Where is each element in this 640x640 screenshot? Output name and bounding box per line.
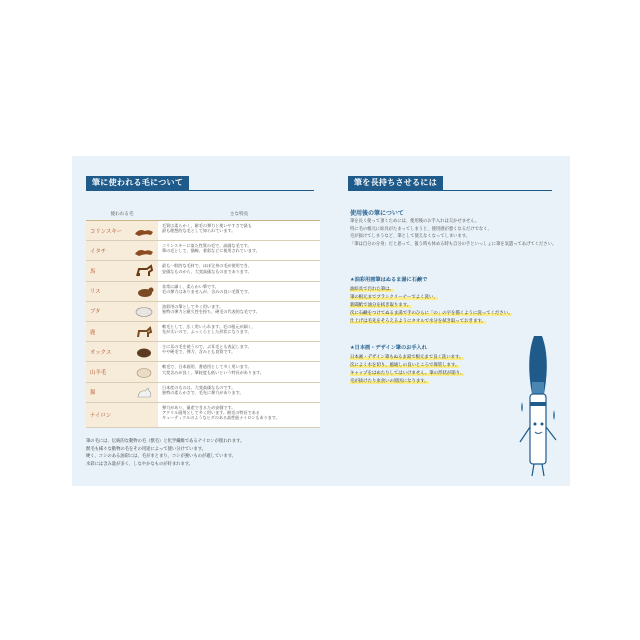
oil-line: 次に石鹸をつけてぬるま湯で手のひらに「の」の字を描くように洗ってください。 [350,311,513,316]
care-paragraph [350,218,556,248]
oil-line: 新聞紙で油分を拭き取ります。 [350,303,412,308]
description-line: 最も一般的な毛材で、ほぼ全身の毛が使用でき、 [162,263,252,269]
care-subtitle: 使用後の筆について [350,210,404,217]
weasel-icon [130,241,158,260]
table-row [86,322,320,342]
hair-name: 馬 [86,261,130,280]
para-line: 特に毛の根元に絵具がたまってしまうと、使用感が悪くなるだけでなく、 [350,226,492,232]
description-line: やや硬毛で、弾力、含みとも良質です。 [162,349,236,355]
deer-icon [130,322,158,341]
hair-name: コリンスキー [86,221,130,240]
squirrel-icon [130,282,158,301]
description-line: アクリル画用として多く用います。耐毛の特長である [162,409,260,415]
hair-name: 猫 [86,383,130,402]
oil-care-steps [350,286,512,326]
description-line: 毛質は柔らかく、耐毛の弾力と使いやすさで最も [162,223,252,228]
description-line: 主に耳の毛を使うので、ぶ耳毛とも表記します。 [162,344,252,350]
jp-care-steps [350,354,464,386]
hair-name: ナイロン [86,403,130,427]
hair-description [158,322,320,341]
hair-name: リス [86,282,130,301]
hair-description [158,362,320,381]
para-line: 筆を長く使って頂くためには、使用後のお手入れは欠かせません。 [350,219,480,224]
description-line: 安価なものから、大変高価なものまであります。 [162,268,252,274]
header-features: 主な特長 [229,212,249,217]
table-row [86,342,320,362]
para-line: 毛が抜けてしまうなど、筆として使えなくなってしまいます。 [350,234,470,240]
section-rule [86,190,314,191]
hair-description [158,221,320,240]
description-line: 弾力があり、量産できるため安価です。 [162,404,236,410]
oil-line: 油絵具で汚れた筆は、 [350,287,394,292]
hair-description [158,383,320,402]
description-line: キューティクルのようなヒダのある高性能ナイロンもあります。 [162,415,280,421]
description-line: 大変含みが良く、筆耗度も低いという特長があります。 [162,369,264,375]
brush-mascot-icon [514,332,564,482]
table-row [86,221,320,241]
description-line: 先が太いので、ふっくらとした形状になります。 [162,329,252,335]
description-line: 毛の弾力はありませんが、含みの良い毛質です。 [162,288,252,294]
hair-description [158,302,320,321]
pig-icon [130,302,158,321]
hair-description [158,403,320,427]
hair-name: 山羊毛 [86,362,130,381]
description-line: 軟毛で、日本画用、書道用として多く用います。 [162,364,252,370]
oil-care-title: ★油彩用画筆はぬるま湯に石鹸で [350,277,428,283]
description-line: 最も理想的な毛として知られています。 [162,228,236,234]
table-row [86,261,320,281]
jp-line: 次によく水を切り、風通しの良いところで保管します。 [350,363,460,368]
horse-icon [130,261,158,280]
hair-description [158,342,320,361]
note-line: 獣毛も様々な動物の毛をその用途によって使い分けています。 [86,446,206,452]
hair-name: 鹿 [86,322,130,341]
description-line: 独特の柔らかさで、毛先に弾力があります。 [162,389,244,395]
table-row [86,241,320,261]
description-line: 日本産のものは、大変高価なものです。 [162,384,236,390]
section-title-care: 筆を長持ちさせるには [348,176,443,190]
table-row [86,403,320,428]
hair-name: オックス [86,342,130,361]
header-hair: 使われる毛 [110,212,134,217]
goat-icon [130,362,158,381]
hair-description [158,261,320,280]
note-line: 水彩には含み量が多く、しなやかなものが好まれます。 [86,461,193,467]
jp-line: 日本画・デザイン筆もぬるま湯で根元まで良く洗います。 [350,355,464,360]
description-line: 非常に細く、柔らかい筆です。 [162,283,219,289]
table-row [86,362,320,382]
oil-line: 仕上げは毛先をそろえるようにタオルで水分を拭き取っておきます。 [350,319,486,324]
jp-care-title: ★日本画・デザイン筆のお手入れ [350,345,427,351]
jp-line: キャップをはめたりしてはいけません。筆の形状が崩り、 [350,371,465,376]
note-line: 硬く、コシのある油彩には、毛がまとまり、コシが強いものが適しています。 [86,454,236,460]
note-line: 筆の毛には、伝統的な動物の毛（獣毛）と化学繊維であるナイロンが使われます。 [86,439,245,444]
oil-line: 筆の根元までブラシクリーナーでよく洗い、 [350,295,438,300]
description-line: 軟毛として、広く用いられます。毛の根元が細く、 [162,323,256,329]
para-line: 「筆は自分の分身」だと思って、扱う時も休める時も自分の手といっしょに筆を気遣ってあげてください。 [350,241,557,247]
weasel-icon [130,221,158,240]
hair-name: ブタ [86,302,130,321]
hair-notes [86,438,326,468]
blank-cell [130,403,158,427]
section-rule [348,190,552,191]
section-title-hair: 筆に使われる毛について [86,176,189,190]
description-line: 独特の弾力と耐久性を持ち、硬毛の代表的な毛です。 [162,309,260,315]
hair-table [86,210,320,428]
description-line: 油彩用の筆として多く用います。 [162,303,224,309]
table-row [86,282,320,302]
hair-description [158,282,320,301]
description-line: 筆の毛として、描線、着彩などに使用されています。 [162,248,260,254]
table-row [86,302,320,322]
hair-name: イタチ [86,241,130,260]
hair-description [158,241,320,260]
description-line: コリンスキーに似た性質の毛で、高価な毛です。 [162,243,252,249]
cat-icon [130,383,158,402]
table-header [86,210,320,221]
jp-line: 毛が抜けたり虫食いの原因になります。 [350,379,429,384]
table-row [86,383,320,403]
ox-icon [130,342,158,361]
